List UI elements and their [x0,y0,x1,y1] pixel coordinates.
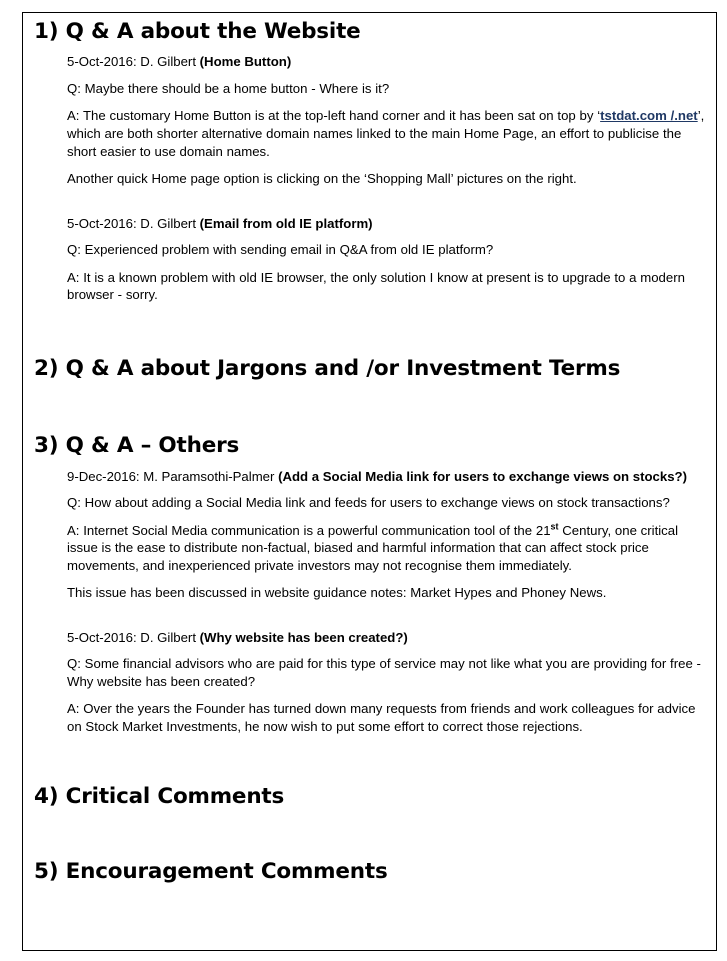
qa-title-email-ie: (Email from old IE platform) [199,215,373,231]
qa-block-social-media [23,459,715,602]
qa-date-why-website: 5-Oct-2016: D. Gilbert [67,629,200,645]
ordinal-suffix-superscript: st [550,521,559,532]
qa-answer-home-button-pre: A: The customary Home Button is at the top-left hand corner and it has been sat on top by ‘ [67,108,601,124]
qa-answer-home-button-post: ’, which are both shorter alternative domain names linked to the main Home Page, an effort to publicise the short easier to use domain names. [67,108,705,159]
qa-answer-social-media-post: Century, one critical issue is the ease to distribute non-factual, biased and harmful information that can affect stock price movements, and inexperienced private investors may not recognise them immediately. [67,522,679,573]
qa-date-social-media: 9-Dec-2016: M. Paramsothi-Palmer [67,468,279,484]
document-page-frame [22,12,717,951]
qa-title-why-website: (Why website has been created?) [199,629,408,645]
qa-answer-email-ie: A: It is a known problem with old IE browser, the only solution I know at present is to upgrade to a modern browser - sorry. [67,269,685,303]
block-spacer [23,188,715,215]
section-heading-3: 3) Q & A – Others [34,433,240,459]
qa-answer-social-media [67,522,707,575]
qa-date-email-ie: 5-Oct-2016: D. Gilbert [67,215,200,231]
qa-question-email-ie: Q: Experienced problem with sending email in Q&A from old IE platform? [67,242,494,258]
qa-question-why-website: Q: Some financial advisors who are paid for this type of service may not like what you are providing for free - Why website has been created? [67,656,701,689]
qa-meta-home-button [67,53,707,71]
section-heading-2: 2) Q & A about Jargons and /or Investment Terms [34,355,621,381]
section-heading-4: 4) Critical Comments [34,783,285,809]
qa-note-guidance-notes: This issue has been discussed in website guidance notes: Market Hypes and Phoney News. [67,585,607,601]
qa-answer-social-media-pre: A: Internet Social Media communication is a powerful communication tool of the 21 [67,522,551,538]
section-heading-5: 5) Encouragement Comments [34,858,388,884]
tstdat-domain-link[interactable]: tstdat.com /.net [600,108,698,124]
qa-answer-home-button [67,107,707,160]
qa-question-home-button: Q: Maybe there should be a home button - Where is it? [67,80,390,96]
document-body [23,13,715,884]
qa-question-social-media: Q: How about adding a Social Media link and feeds for users to exchange views on stock transactions? [67,495,670,511]
qa-date-home-button: 5-Oct-2016: D. Gilbert [67,54,200,70]
qa-meta-email-ie [67,215,707,233]
section-heading-1: 1) Q & A about the Website [34,19,361,44]
qa-block-email-ie [23,215,715,304]
block-spacer [23,602,715,629]
qa-block-home-button [23,44,715,187]
qa-title-home-button: (Home Button) [199,54,292,70]
qa-title-social-media: (Add a Social Media link for users to exchange views on stocks?) [278,468,688,484]
qa-answer-why-website: A: Over the years the Founder has turned down many requests from friends and work colleagues for advice on Stock Market Investments, he now wish to put some effort to correct those rejections. [67,701,696,735]
qa-meta-why-website [67,629,707,647]
qa-note-shopping-mall: Another quick Home page option is clicking on the ‘Shopping Mall’ pictures on the right. [67,171,577,187]
qa-block-why-website [23,629,715,736]
qa-meta-social-media [67,468,707,486]
